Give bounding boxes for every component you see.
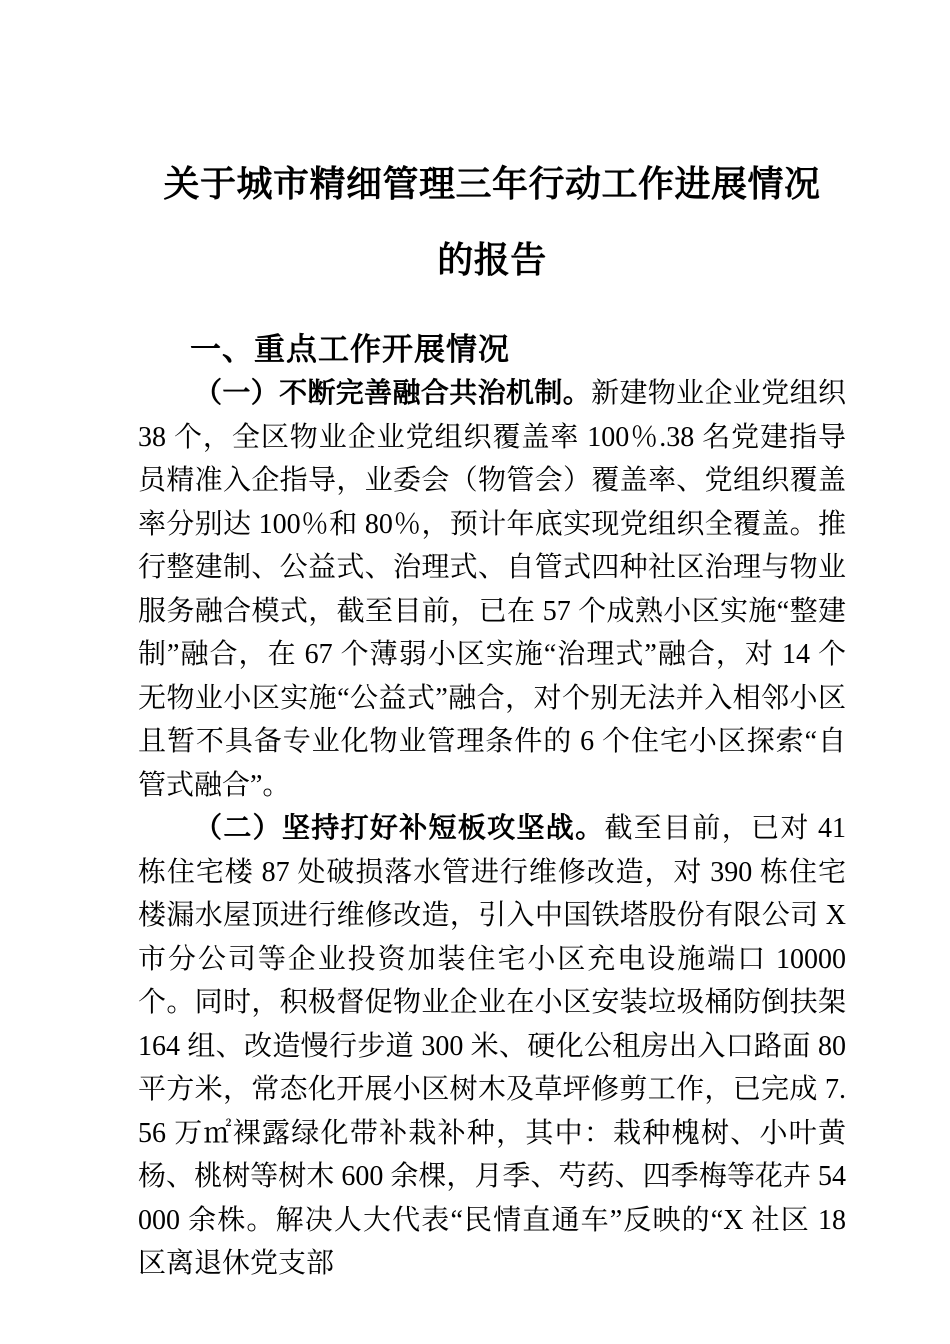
document-title [138,146,846,298]
paragraph-2-body: 截至目前，已对 41 栋住宅楼 87 处破损落水管进行维修改造，对 390 栋住宅楼漏水屋顶进行维修改造，引入中国铁塔股份有限公司 X 市分公司等企业投资加装住宅小区充电设施端口 10000 个。同时，积极督促物业企业在小区安装垃圾桶防倒扶架 164 组、改造慢行步道 300 米、硬化公租房出入口路面 80 平方米，常态化开展小区树木及草坪修剪工作，已完成 7.56 万㎡裸露绿化带补栽补种，其中：栽种槐树、小叶黄杨、桃树等树木 600 余棵，月季、芍药、四季梅等花卉 54000 余株。解决人大代表“民情直通车”反映的“X 社区 18 区离退休党支部 [138,813,846,1279]
paragraph-2-lead: （二）坚持打好补短板攻坚战。 [194,813,605,844]
paragraph-1 [138,372,846,807]
document-title-line2: 的报告 [437,239,547,281]
document-title-line1: 关于城市精细管理三年行动工作进展情况 [163,163,821,205]
section-heading: 一、重点工作开展情况 [190,332,510,368]
paragraph-1-lead: （一）不断完善融合共治机制。 [194,378,592,409]
paragraph-2 [138,807,846,1286]
paragraph-1-body: 新建物业企业党组织 38 个，全区物业企业党组织覆盖率 100％.38 名党建指导员精准入企指导，业委会（物管会）覆盖率、党组织覆盖率分别达 100％和 80％，预计年底实现党组织全覆盖。推行整建制、公益式、治理式、自管式四种社区治理与物业服务融合模式，截至目前，已在 57 个成熟小区实施“整建制”融合，在 67 个薄弱小区实施“治理式”融合，对 14 个无物业小区实施“公益式”融合，对个别无法并入相邻小区且暂不具备专业化物业管理条件的 6 个住宅小区探索“自管式融合”。 [138,378,846,801]
